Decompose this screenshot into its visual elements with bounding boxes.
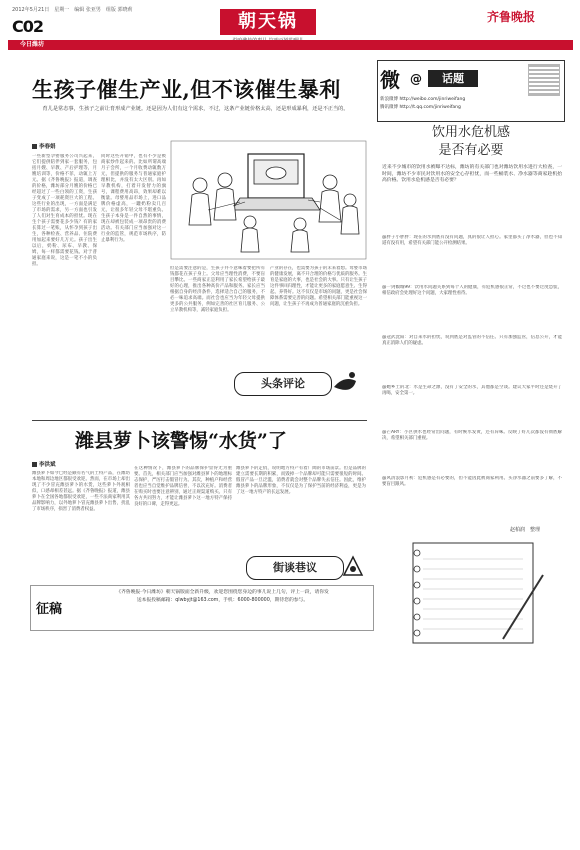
tencent-label: 腾讯微博 [380, 105, 398, 110]
article2-col1: 潍县萝卜如今已经是颇有名气的土特产品，在潍坊本地和周边地区都很受欢迎。然而，在市场上却出现了不少冒充潍县萝卜的水货，这些萝卜外观相似，口感却相差甚远。据《齐鲁晚报》报道，潍县萝卜在全国各地都很受欢迎，一些不法商家利用其品牌影响力，以外地萝卜冒充潍县萝卜出售，扰乱了市场秩序，损害了消费者权益。 [32, 471, 130, 512]
street-talk-icon [340, 553, 366, 579]
brand-logo: 齐鲁晚报 [487, 10, 536, 24]
article1-col4: 产业的存在，也需要为孩子的未来着想。母婴市场的健康发展，离不开合理的价格与优质的服务。生育是家庭的大事，也是社会的大事。只有让生孩子这件事回归理性，才能让更多的家庭愿意生、生得起、养得好。这不仅仅是市场的问题，更是社会保障体系需要完善的问题。希望相关部门能重视这一问题，让生孩子不再成为普通家庭的沉重负担。 [270, 266, 367, 307]
at-symbol: @ [410, 72, 422, 86]
comment-item: @风清浪影月初：危机感是有必要的，但不能因此被商家利用。买净水器之前要多了解，不要盲目跟风。 [382, 476, 562, 488]
page-code: C02 [12, 17, 44, 36]
article1-col1: 一些新型孕婴服务公司兴起来，它们提供陪伴到家一套服务，包括月嫂、早教、产后护理等，月嫂培训等，价格不菲，动辄上万元。据《齐鲁晚报》报道，调查的价格，潍坊部分月嫂的价格已经超过了一些白领的工资，生孩子变成了一项耗资巨大的工程。这些行业的出现，一方面是满足了市场的需求，另一方面也引发了人们对生育成本的担忧。现在生个孩子需要花多少钱？有的家长算过一笔账，从怀孕到孩子出生，各种检查、营养品、住院费用加起来要好几万元。孩子出生以后，奶粉、尿布、早教、保姆，每一样都需要花钱。对于普通家庭来说，这是一笔不小的负担。 [32, 154, 97, 267]
comment-item: @冠武沈阳：对自来水的担忧，说到底是对监管的不信任。只有加强监管，信息公开，才能真正消除人们的疑虑。 [382, 335, 562, 347]
comment-item: @一剑倾城99：饮用水问题关系到每个人的健康，有危机感很正常，不过也不要过度恐慌，相信政府会处理好这个问题，大家理性看待。 [382, 285, 562, 297]
headline-2: 潍县萝卜该警惕“水货”了 [75, 430, 287, 452]
lead-1: 育儿是常态事，生孩子之前让育形成产业链。还是因为人们有这个需求，不过，这条产业链价格太高，还是形成暴利，还是不正当的。 [42, 106, 349, 112]
topic-title-line-2: 是否有必要 [438, 143, 504, 158]
notice-line-1: 《齐鲁晚报·今日潍坊》朝天锅版面全新升级，欢迎您围绕您身边的事儿说上几句，评上一段，请你发 [116, 590, 329, 595]
date-line: 2012年5月21日 星期一 编辑 张亚男 组版 郭晓莉 [12, 7, 133, 13]
comment-item: @芒ARY：小区供水也经常出问题，有时候水发黄，还有异味。反映了好几次都没有彻底解决，希望相关部门重视。 [382, 430, 562, 442]
topic-intro: 近来不少城市的饮用水被曝不达标，潍坊的有关部门也对潍坊饮用水进行大检查，一时间，潍坊不少市民对饮用水的安全心存担忧，而一些桶装水、净水器等商家趁机抬高价格。饮用水危机感是否有必要？ [382, 165, 562, 184]
article2-col3: 潍县萝卜的走俏，说明地方特产有着广阔的市场前景。但是品牌的建立需要长期的积累，而毁掉一个品牌却可能只需要很短的时间。假冒产品一旦泛滥，消费者就会对整个品牌失去信任。因此，维护潍县萝卜的品牌形象，不仅仅是为了保护当前的经济利益，更是为了这一地方特产的长远发展。 [236, 466, 366, 495]
section-masthead: 朝天锅 [220, 9, 316, 35]
topic-title [386, 124, 556, 160]
street-talk-tag [246, 556, 344, 580]
headline-comment-label: 头条评论 [261, 377, 305, 390]
article1-col3: 但是需要注意的是，生孩子并不意味着要把所有钱都花在孩子身上。父母应当理性消费，不要盲目攀比。一些商家正是利用了家长希望给孩子最好的心理，推出各种高价产品和服务。家长应当根据自身的经济条件，选择适合自己的服务，不必一味追求高端。而社会也应当为年轻父母提供更多的公共服务，例如完善的社区育儿服务、公立早教机构等，减轻家庭负担。 [170, 266, 265, 313]
topic-badge: 话题 [428, 70, 478, 87]
sina-label: 新浪微博 [380, 97, 398, 102]
headline-comment-tag [234, 372, 332, 396]
article2-col2: 在这种情况下，潍县萝卜的品牌保护显得尤为重要。首先，相关部门应当加强对潍县萝卜的地理标志保护，严厉打击假冒行为。其次，种植户和经营者也应当自觉维护品牌信誉，不以次充好。消费者在购买时也要注意辨别，通过正规渠道购买。只有各方共同努力，才能让潍县萝卜这一地方特产保持良好的口碑，走得更远。 [134, 466, 232, 507]
section-divider [32, 420, 367, 421]
article1-col2: 同时这些开销中，也有不少是被商家炒作起来的。比如所谓高端月子会所，一个月收费动辄数万元，但提供的服务与普通家庭护理相比，并没有太大区别。再如早教机构，打着开发智力的旗号，课程费用高昂，效果却难以衡量。母婴用品市场上，进口品牌价格虚高，一罐奶粉卖几百元，让很多年轻父母不堪重负。生孩子本身是一件自然的事情，现在却被包装成一项昂贵的消费活动。有关部门应当加强对这一行业的监管，规范市场秩序，防止暴利行为。 [101, 154, 166, 243]
comment-item: @胖子小胖胖：现在的水到底有没有问题，真的很让人担心。家里都买了净水器，但也不知道有没有用，希望有关部门能公开检测结果。 [382, 235, 562, 247]
column-label: 今日潍坊 [20, 41, 45, 48]
comment-item: @她乡土的北：水是生命之源，没有了安全的水，其他都是空谈。建议大家平时还是烧开了再喝，安全第一。 [382, 385, 562, 397]
column-bar [8, 40, 573, 50]
headline-1: 生孩子催生产业,但不该催生暴利 [32, 77, 341, 102]
tencent-url: http://t.qq.com/jinriweifang [399, 105, 461, 110]
cartoon-illustration [170, 140, 367, 260]
qr-code-icon [528, 64, 560, 96]
weibo-logo: 微 [380, 68, 400, 92]
notebook-illustration [383, 535, 563, 645]
notice-line-2: 送本报投稿邮箱：qlwbyjt@163.com，手机：6000-800000，期待您的参与。 [136, 598, 309, 603]
sina-url: http://weibo.com/jinriweifang [399, 97, 466, 102]
comment-tag-icon [328, 367, 362, 401]
topic-title-line-1: 饮用水危机感 [431, 125, 510, 140]
street-talk-label: 街谈巷议 [273, 561, 317, 574]
call-for-submissions-label: 征稿 [36, 602, 63, 617]
tencent-url-row [380, 104, 461, 110]
byline-2: 李洪斌 [32, 460, 56, 468]
editor-signature: 赵柏润 整理 [510, 527, 541, 533]
byline-1: 李春娟 [32, 142, 56, 150]
weibo-url-row [380, 96, 465, 102]
call-for-submissions-text [80, 589, 365, 605]
